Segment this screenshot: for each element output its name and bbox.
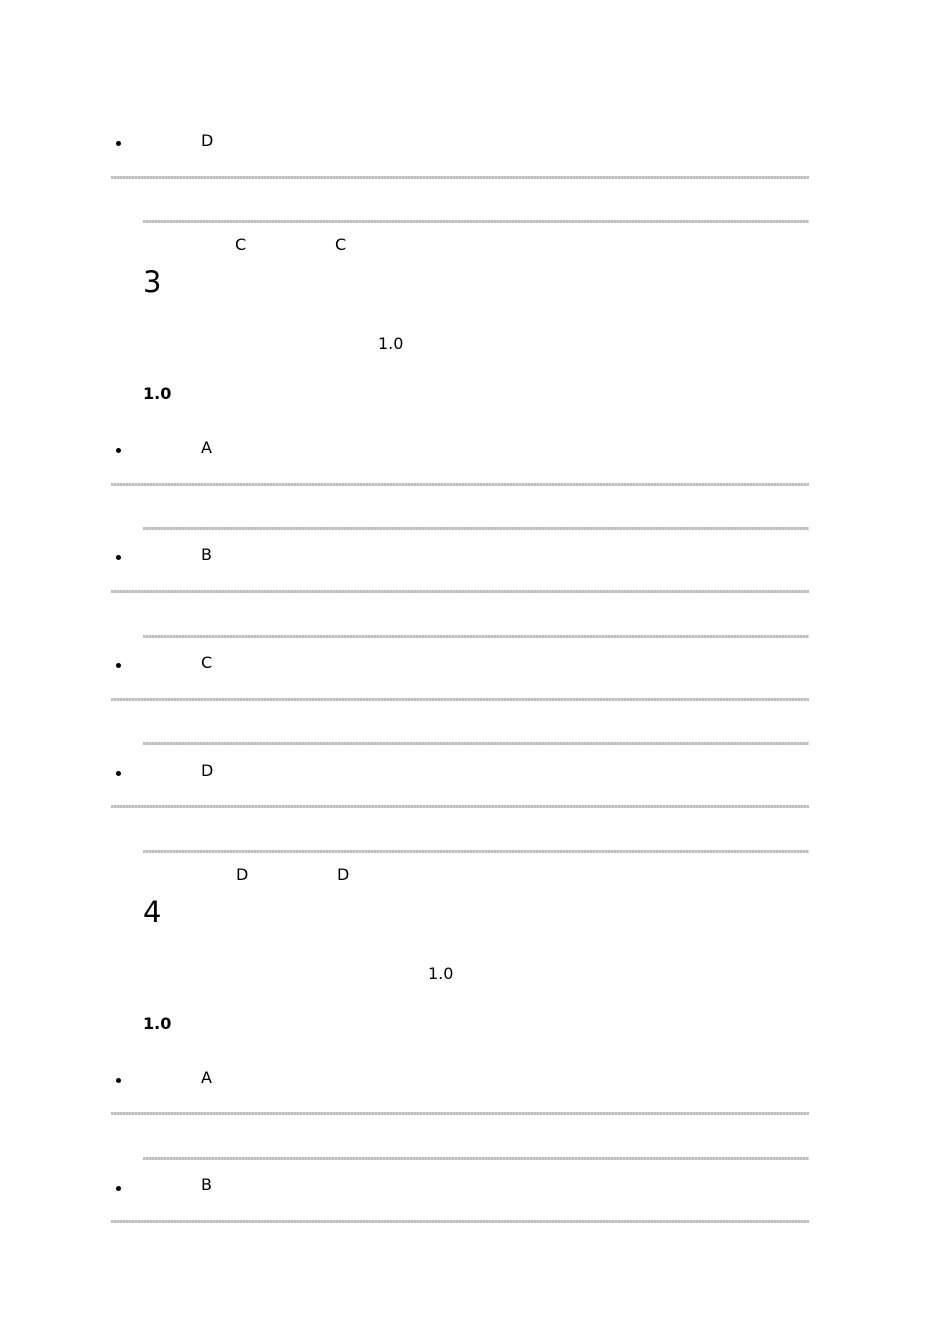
correct-answer: D [337,865,350,884]
divider [143,635,809,638]
question-number: 3 [143,265,162,299]
option-letter: D [201,131,214,150]
question-score: 1.0 [143,384,172,403]
divider [143,1157,809,1160]
question-score: 1.0 [143,1014,172,1033]
divider [111,1220,809,1223]
bullet-icon [116,663,121,668]
given-answer: D [236,865,249,884]
bullet-icon [116,771,121,776]
divider [111,1112,809,1115]
divider [111,176,809,179]
option-letter: A [201,1068,212,1087]
divider [143,850,809,853]
divider [111,590,809,593]
bullet-icon [116,555,121,560]
divider [111,805,809,808]
given-answer: C [235,235,247,254]
option-letter: D [201,761,214,780]
question-points: 1.0 [378,334,404,353]
bullet-icon [116,448,121,453]
question-number: 4 [143,895,162,929]
question-points: 1.0 [428,964,454,983]
option-letter: B [201,1175,212,1194]
bullet-icon [116,1186,121,1191]
correct-answer: C [335,235,347,254]
divider [143,527,809,530]
bullet-icon [116,1078,121,1083]
divider [111,698,809,701]
divider [111,483,809,486]
option-letter: A [201,438,212,457]
option-letter: C [201,653,213,672]
bullet-icon [116,141,121,146]
option-letter: B [201,545,212,564]
divider [143,220,809,223]
divider [143,742,809,745]
